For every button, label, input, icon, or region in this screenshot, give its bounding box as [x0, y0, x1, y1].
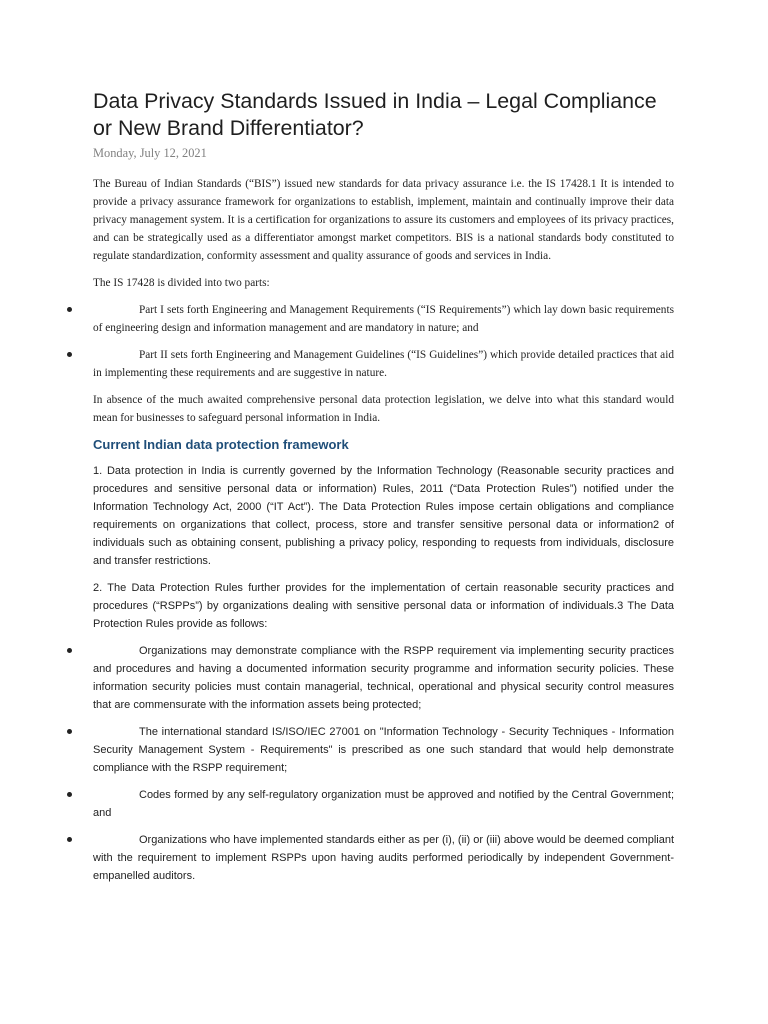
parts-intro-paragraph: The IS 17428 is divided into two parts: — [93, 277, 270, 289]
list-item-text: Codes formed by any self-regulatory organization must be approved and notified by the Central Government; and — [93, 789, 674, 819]
list-item — [93, 301, 674, 337]
article-date: Monday, July 12, 2021 — [93, 146, 207, 160]
list-item-text: Part I sets forth Engineering and Management Requirements (“IS Requirements”) which lay down basic requirements of engineering design and information management and are mandatory in nature; and — [93, 304, 674, 334]
bullet-icon — [67, 648, 72, 653]
list-item — [93, 346, 674, 382]
list-item-text: Organizations may demonstrate compliance with the RSPP requirement via implementing security practices and procedures and having a documented information security programme and information security policies. These information security policies must contain managerial, technical, operational and physical security control measures that are commensurate with the information assets being protected; — [93, 645, 674, 711]
point-1-paragraph: 1. Data protection in India is currently governed by the Information Technology (Reasonable security practices and procedures and sensitive personal data or information) Rules, 2011 (“Data Protection Rules”) notified under the Information Technology Act, 2000 (“IT Act”). The Data Protection Rules impose certain obligations and compliance requirements on organizations that collect, process, store and transfer sensitive personal data or information2 of individuals such as obtaining consent, publishing a privacy policy, responding to requests from individuals, disclosure and transfer restrictions. — [93, 465, 674, 567]
article — [93, 88, 674, 885]
parts-list — [93, 301, 674, 382]
bullet-icon — [67, 729, 72, 734]
bullet-icon — [67, 307, 72, 312]
list-item — [93, 786, 674, 822]
rules-list — [93, 642, 674, 885]
list-item-text: Part II sets forth Engineering and Management Guidelines (“IS Guidelines”) which provide detailed practices that aid in implementing these requirements and are suggestive in nature. — [93, 349, 674, 379]
list-item-text: The international standard IS/ISO/IEC 27001 on "Information Technology - Security Techniques - Information Security Management System - Requirements" is prescribed as one such standard that would help demonstrate compliance with the RSPP requirement; — [93, 726, 674, 774]
list-item — [93, 831, 674, 885]
point-2-paragraph: 2. The Data Protection Rules further provides for the implementation of certain reasonable security practices and procedures (“RSPPs”) by organizations dealing with sensitive personal data or information of individuals.3 The Data Protection Rules provide as follows: — [93, 582, 674, 630]
absence-paragraph: In absence of the much awaited comprehensive personal data protection legislation, we delve into what this standard would mean for businesses to safeguard personal information in India. — [93, 394, 674, 424]
bullet-icon — [67, 837, 72, 842]
bullet-icon — [67, 792, 72, 797]
bullet-icon — [67, 352, 72, 357]
intro-paragraph: The Bureau of Indian Standards (“BIS”) issued new standards for data privacy assurance i.e. the IS 17428.1 It is intended to provide a privacy assurance framework for organizations to establish, implement, maintain and continually improve their data privacy management system. It is a certification for organizations to assure its customers and employees of its privacy practices, and can be strategically used as a differentiator amongst market competitors. BIS is a national standards body constituted to regulate standardization, conformity assessment and quality assurance of goods and services in India. — [93, 178, 674, 262]
list-item-text: Organizations who have implemented standards either as per (i), (ii) or (iii) above would be deemed compliant with the requirement to implement RSPPs upon having audits performed periodically by independent Government-empanelled auditors. — [93, 834, 674, 882]
list-item — [93, 642, 674, 714]
section-heading: Current Indian data protection framework — [93, 437, 349, 452]
article-title: Data Privacy Standards Issued in India – Legal Compliance or New Brand Differentiator? — [93, 89, 657, 140]
list-item — [93, 723, 674, 777]
